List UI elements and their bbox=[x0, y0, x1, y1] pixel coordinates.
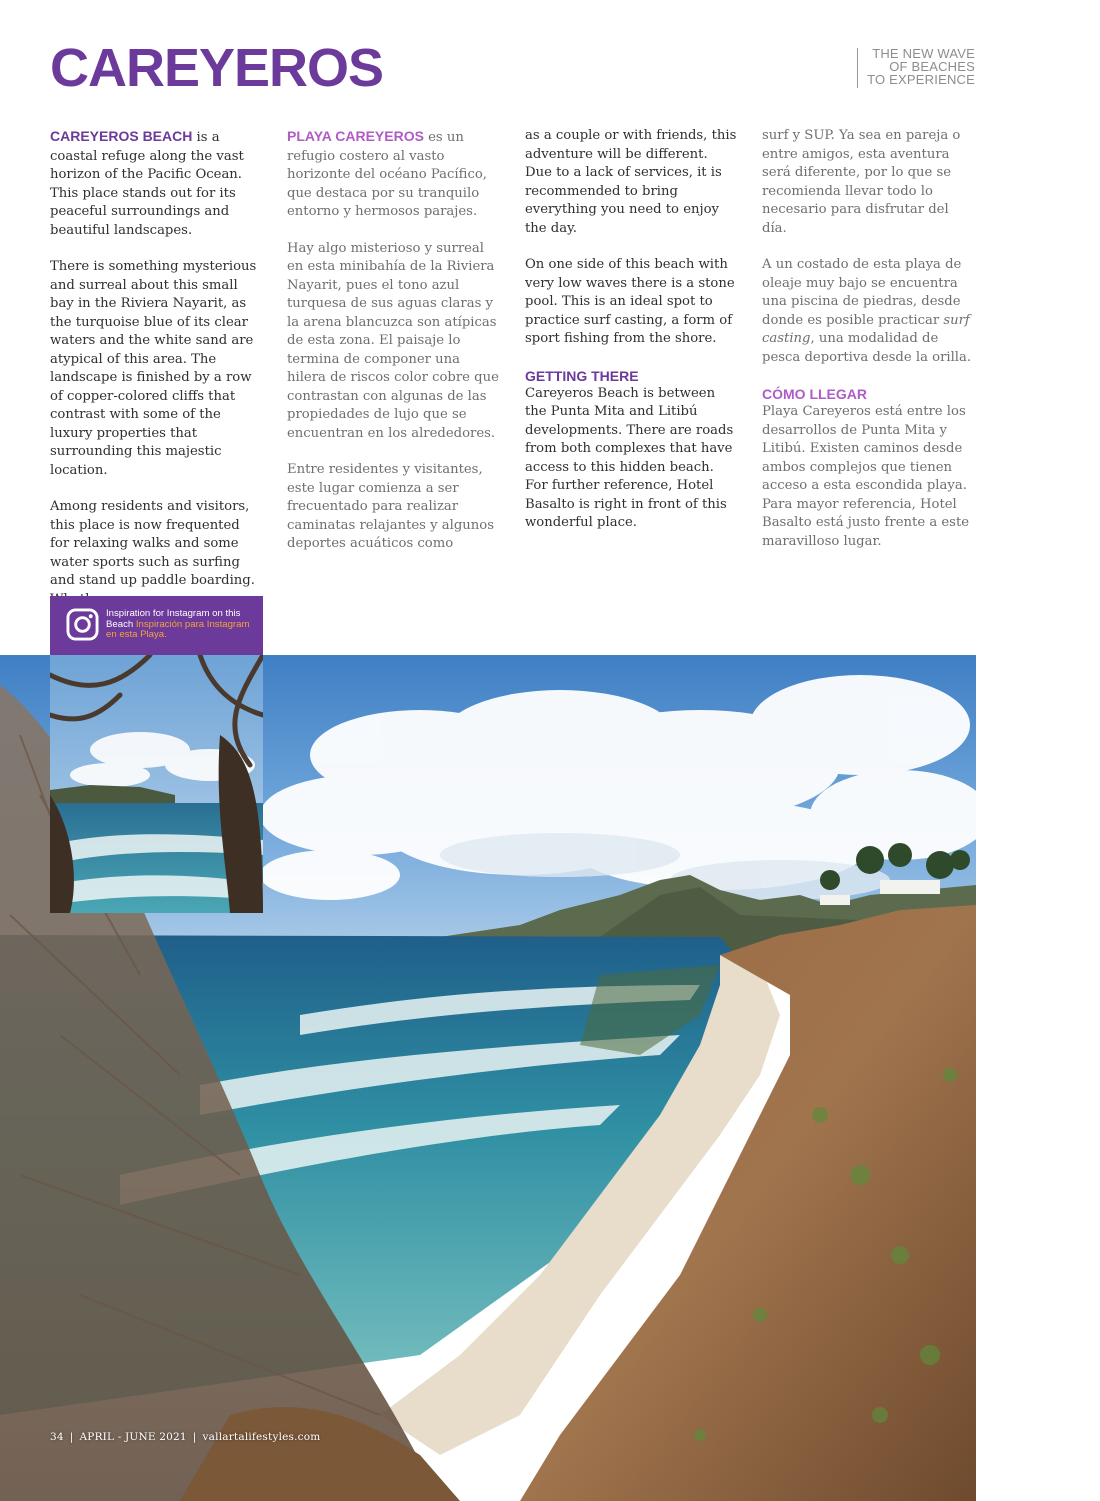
caption-spanish: Inspiración para Instagram en esta Playa. bbox=[106, 618, 250, 640]
column-spanish-1 bbox=[287, 127, 499, 572]
section-heading-getting-there: GETTING THERE bbox=[525, 367, 639, 384]
lead-in: PLAYA CAREYEROS bbox=[287, 128, 424, 144]
tagline-line: OF BEACHES bbox=[889, 59, 975, 74]
paragraph-text: es un refugio costero al vasto horizonte del océano Pacífico, que destaca por su tranquilo entorno y hermosos parajes. bbox=[287, 130, 487, 219]
issue-date: APRIL - JUNE 2021 bbox=[79, 1431, 187, 1443]
paragraph: surf y SUP. Ya sea en pareja o entre amigos, esta aventura será diferente, por lo que se recomienda llevar todo lo necesario para disfrutar del día. bbox=[762, 128, 961, 236]
paragraph: Among residents and visitors, this place is now frequented for relaxing walks and some water sports such as surfing and stand up paddle boarding. bbox=[50, 499, 255, 588]
footer-separator: | bbox=[69, 1431, 74, 1443]
tagline-bracket bbox=[857, 48, 864, 88]
page-number: 34 bbox=[50, 1431, 64, 1443]
tagline-line: TO EXPERIENCE bbox=[867, 72, 975, 87]
column-english-1 bbox=[50, 127, 262, 627]
paragraph bbox=[50, 127, 262, 240]
instagram-inspiration-box bbox=[50, 596, 263, 655]
page-footer bbox=[50, 1431, 320, 1443]
instagram-caption bbox=[106, 609, 256, 641]
footer-separator: | bbox=[192, 1431, 197, 1443]
section-tagline bbox=[859, 47, 975, 86]
section-heading-como-llegar: CÓMO LLEGAR bbox=[762, 386, 867, 402]
instagram-photo bbox=[50, 655, 263, 913]
paragraph-text: is a coastal refuge along the vast horizon of the Pacific Ocean. This place stands out for its peaceful surroundings and beautiful landscapes. bbox=[50, 130, 244, 238]
paragraph: On one side of this beach with very low waves there is a stone pool. This is an ideal spot to practice surf casting, a form of sport fishing from the shore. bbox=[525, 257, 735, 346]
italic-term: surf casting bbox=[762, 312, 970, 346]
paragraph: Entre residentes y visitantes, este lugar comienza a ser frecuentado para realizar caminatas relajantes y algunos deportes acuáticos como bbox=[287, 462, 495, 551]
column-english-2 bbox=[525, 127, 737, 551]
instagram-icon bbox=[66, 608, 99, 641]
paragraph: Hay algo misterioso y surreal en esta minibahía de la Riviera Nayarit, pues el tono azul turquesa de sus aguas claras y la arena blancuzca son atípicas de esta zona. El paisaje lo termina de componer una hilera de riscos color cobre que contrastan con algunas de las propiedades de lujo que se encuentran en los alrededores. bbox=[287, 240, 499, 441]
tagline-line: THE NEW WAVE bbox=[872, 46, 975, 61]
paragraph: Playa Careyeros está entre los desarrollos de Punta Mita y Litibú. Existen caminos desde ambos complejos que tienen acceso a esta escondida playa. Para mayor referencia, Hotel Basalto está justo frente a este maravilloso lugar. bbox=[762, 404, 970, 549]
paragraph-text: , una modalidad de pesca deportiva desde la orilla. bbox=[762, 331, 972, 365]
paragraph-text: A un costado de esta playa de oleaje muy bajo se encuentra una piscina de piedras, desde donde es posible practicar bbox=[762, 257, 962, 328]
paragraph: There is something mysterious and surreal about this small bay in the Riviera Nayarit, as the turquoise blue of its clear waters and the white sand are atypical of this area. The landscape is finished by a row of copper-colored cliffs that contrast with some of the luxury properties that surrounding this majestic location. bbox=[50, 259, 257, 478]
paragraph bbox=[762, 256, 974, 367]
page-title: CAREYEROS bbox=[50, 38, 384, 98]
column-spanish-2 bbox=[762, 127, 974, 569]
paragraph: as a couple or with friends, this adventure will be different. Due to a lack of services, it is recommended to bring everything you need to enjoy the day. bbox=[525, 128, 737, 236]
paragraph bbox=[287, 127, 499, 222]
caption-english: Inspiration for Instagram on this Beach bbox=[106, 608, 241, 630]
website: vallartalifestyles.com bbox=[202, 1431, 321, 1443]
paragraph: Careyeros Beach is between the Punta Mita and Litibú developments. There are roads from both complexes that have access to this hidden beach. For further reference, Hotel Basalto is right in front of this wonderful place. bbox=[525, 385, 734, 530]
lead-in: CAREYEROS BEACH bbox=[50, 128, 193, 144]
